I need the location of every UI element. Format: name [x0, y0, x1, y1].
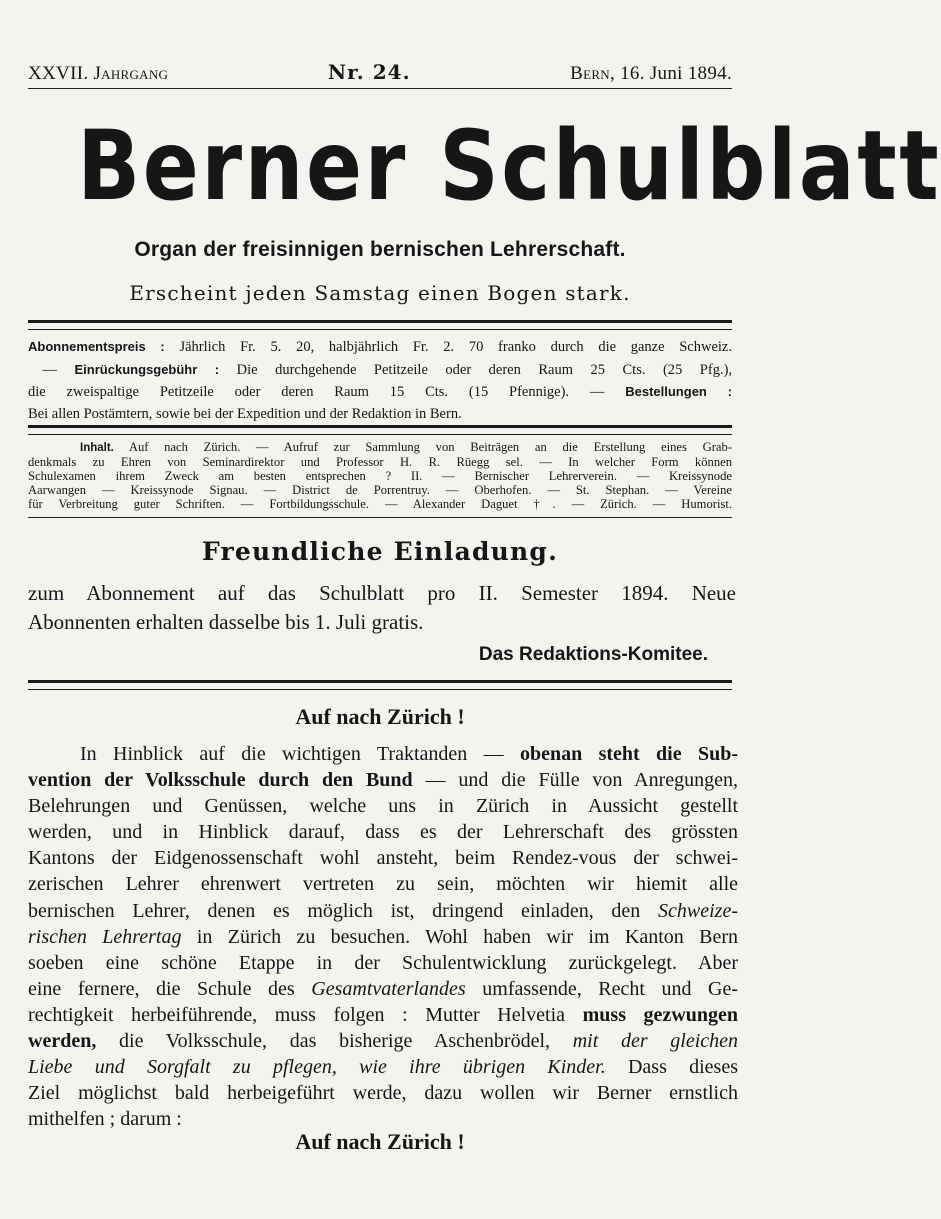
article-top-rule [28, 680, 732, 690]
subscription-top-rule [28, 320, 732, 330]
subscription-line-2: — Einrückungsgebühr : Die durchgehende Petitzeile oder deren Raum 25 Cts. (25 Pfg.), [42, 361, 733, 378]
masthead-rule [28, 88, 732, 89]
contents-line-4: Aarwangen — Kreissynode Signau. — District de Porrentruy. — Oberhofen. — St. Stephan. — Vereine [28, 482, 732, 497]
invitation-heading: Freundliche Einladung. [201, 537, 559, 566]
contents-line-1: Inhalt. Auf nach Zürich. — Aufruf zur Sammlung von Beiträgen an die Erstellung eines Grab- [80, 440, 732, 454]
newspaper-tagline: Erscheint jeden Samstag einen Bogen stark. [129, 281, 631, 305]
article-line: Liebe und Sorgfalt zu pflegen, wie ihre übrigen Kinder. Dass dieses [28, 1056, 738, 1079]
invitation-line-1: zum Abonnement auf das Schulblatt pro II. Semester 1894. Neue [28, 581, 736, 605]
article-body [28, 741, 738, 1132]
article-line: vention der Volksschule durch den Bund — und die Fülle von Anregungen, [28, 769, 739, 792]
newspaper-title: Berner Schulblatt [77, 110, 941, 222]
article-line: Ziel möglichst bald herbeigeführt werde, dazu wollen wir Berner ernstlich [28, 1082, 738, 1105]
subscription-line-4 [28, 404, 732, 426]
article-line: Kantons der Eidgenossenschaft wohl ansteht, beim Rendez-vous der schwei- [28, 847, 738, 870]
contents-line-3: Schulexamen ihrem Zweck am besten entsprechen ? II. — Bernischer Lehrerverein. — Kreissynode [28, 468, 732, 483]
subscription-line-1 [28, 336, 732, 359]
article-line: rechtigkeit herbeiführende, muss folgen : Mutter Helvetia muss gezwungen [28, 1003, 739, 1026]
contents-bottom-rule [28, 517, 732, 518]
article-closing: Auf nach Zürich ! [295, 1129, 465, 1154]
article-title: Auf nach Zürich ! [295, 704, 465, 729]
table-of-contents [28, 441, 732, 512]
article-line: zerischen Lehrer ehrenwert vertreten zu sein, möchten wir hiemit alle [28, 873, 738, 896]
volume-word: Jahrgang [93, 63, 169, 84]
ads-label: Einrückungsgebühr : [74, 361, 220, 377]
article-line: werden, die Volksschule, das bisherige Aschenbrödel, mit der gleichen [28, 1030, 739, 1053]
place-date [570, 63, 732, 85]
price-text: Jährlich Fr. 5. 20, halbjährlich Fr. 2. 70 franko durch die ganze Schweiz. [179, 339, 732, 355]
orders-text: Bei allen Postämtern, sowie bei der Expedition und der Redaktion in Bern. [28, 405, 462, 422]
article-line: soeben eine schöne Etappe in der Schulentwicklung zurückgelegt. Aber [28, 951, 738, 974]
article-line: werden, und in Hinblick darauf, dass es der Lehrerschaft des grössten [28, 821, 738, 844]
ads-text-2: die zweispaltige Petitzeile oder deren Raum 15 Cts. (15 Pfennige). — [28, 384, 605, 400]
masthead-line [28, 60, 732, 85]
subscription-block [28, 336, 732, 425]
invitation-line-2: Abonnenten erhalten dasselbe bis 1. Juli gratis. [28, 610, 424, 634]
invitation-body [28, 579, 736, 637]
contents-label: Inhalt. [80, 442, 114, 454]
newspaper-subtitle: Organ der freisinnigen bernischen Lehrerschaft. [134, 238, 626, 261]
ads-text: Die durchgehende Petitzeile oder deren Raum 25 Cts. (25 Pfg.), [236, 361, 733, 378]
contents-top-rule [28, 425, 732, 435]
invitation-signature: Das Redaktions-Komitee. [478, 644, 708, 665]
orders-label: Bestellungen : [625, 384, 733, 399]
article-line: bernischen Lehrer, denen es möglich ist, dringend einladen, den Schweize- [28, 899, 738, 922]
contents-line-5: für Verbreitung guter Schriften. — Fortbildungsschule. — Alexander Daguet †. — Zürich. — Humorist. [28, 496, 732, 511]
article-line: eine fernere, die Schule des Gesamtvaterlandes umfassende, Recht und Ge- [28, 977, 739, 1000]
price-label: Abonnementspreis : [28, 339, 165, 354]
place: Bern, [570, 63, 616, 84]
issue-date: 16. Juni 1894. [620, 63, 732, 84]
article-line: In Hinblick auf die wichtigen Traktanden — obenan steht die Sub- [80, 743, 739, 765]
volume: XXVII. Jahrgang [28, 63, 169, 84]
subscription-line-3 [28, 381, 732, 404]
article-line: rischen Lehrertag in Zürich zu besuchen. Wohl haben wir im Kanton Bern [28, 925, 738, 948]
article-line: Belehrungen und Genüssen, welche uns in Zürich in Aussicht gestellt [28, 795, 738, 818]
contents-line-2: denkmals zu Ehren von Seminardirektor und Professor H. R. Rüegg sel. — In welcher Form können [28, 454, 732, 469]
issue-number: Nr. 24. [327, 60, 411, 84]
article-line: mithelfen ; darum : [28, 1108, 182, 1131]
